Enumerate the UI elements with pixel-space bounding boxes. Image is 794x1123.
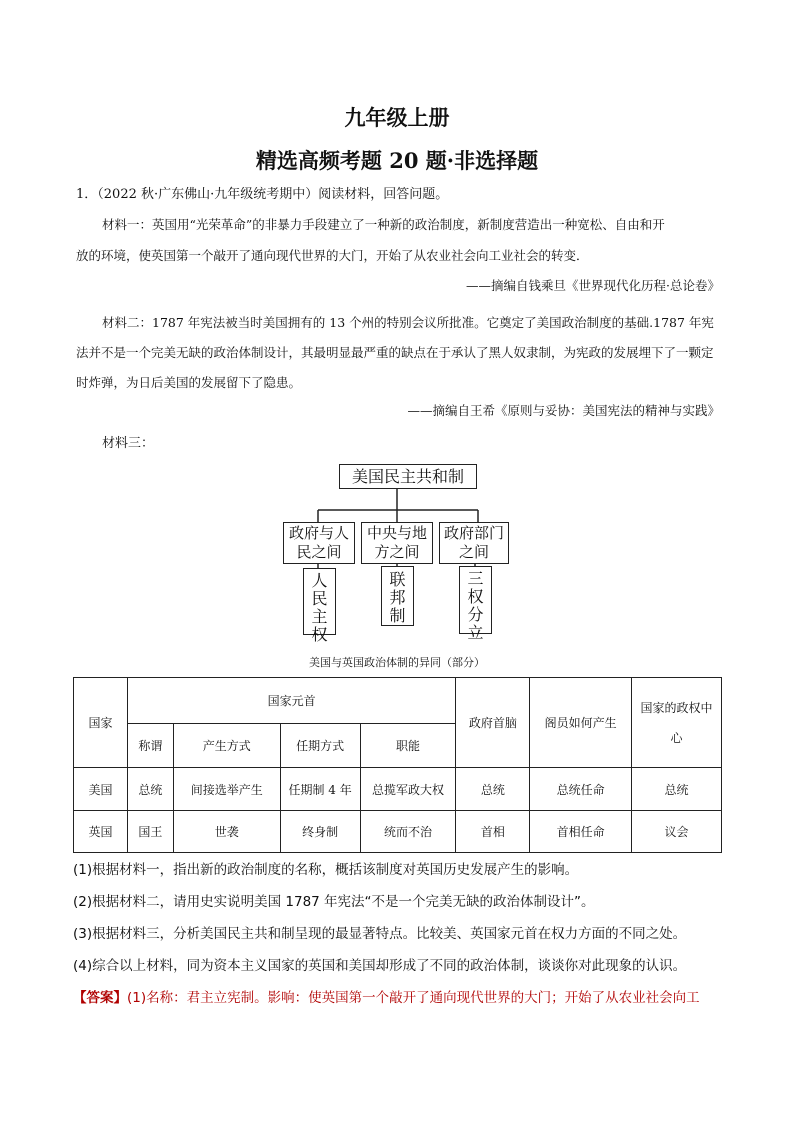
diagram-branch-central-local: 中央与地方之间	[361, 522, 433, 564]
material1-line2: 放的环境，使英国第一个敲开了通向现代世界的大门，开始了从农业社会向工业社会的转变．	[76, 248, 589, 263]
table-caption: 美国与英国政治体制的异同（部分）	[309, 656, 485, 669]
material1-source: ——摘编自钱乘旦《世界现代化历程·总论卷》	[466, 278, 720, 293]
header-head-of-state: 国家元首	[127, 678, 455, 724]
principle-popular-sovereignty: 人 民 主 权	[303, 568, 336, 635]
principle-separation-of-powers: 三 权 分 立	[459, 566, 492, 634]
question-source: （2022 秋·广东佛山·九年级统考期中）	[97, 187, 319, 202]
question-prompt: 阅读材料，回答问题。	[318, 187, 449, 202]
question-number: 1．	[76, 187, 98, 202]
subheader-term: 任期方式	[280, 724, 360, 768]
header-head-of-government: 政府首脑	[456, 678, 530, 768]
header-power-center: 国家的政权中心	[632, 678, 722, 768]
answer-text: (1)名称：君主立宪制。影响：使英国第一个敲开了通向现代世界的大门；开始了从农业社会向工	[127, 990, 700, 1006]
material1-line1: 材料一：英国用“光荣革命”的非暴力手段建立了一种新的政治制度，新制度营造出一种宽松、自由和开	[102, 217, 665, 232]
answer-line	[73, 988, 700, 1008]
diagram-branch-people: 政府与人民之间	[283, 522, 355, 564]
material2-text: 材料二：1787 年宪法被当时美国拥有的 13 个州的特别会议所批准。它奠定了美国政治制度的基础.1787 年宪法并不是一个完美无缺的政治体制设计，其最明显最严重的缺点在于承认了黑人奴隶制，为宪政的发展埋下了一颗定时炸弹，为日后美国的发展留下了隐患。	[76, 315, 714, 390]
comparison-table	[73, 677, 722, 853]
subheader-title: 称谓	[127, 724, 173, 768]
header-cabinet: 阁员如何产生	[530, 678, 632, 768]
sub-question-2: (2)根据材料二，请用史实说明美国 1787 年宪法“不是一个完美无缺的政治体制设计”。	[73, 894, 595, 910]
subheader-function: 职能	[360, 724, 456, 768]
subheader-method: 产生方式	[173, 724, 280, 768]
diagram-root: 美国民主共和制	[339, 464, 477, 489]
material2-source: ——摘编自王希《原则与妥协：美国宪法的精神与实践》	[407, 403, 720, 418]
page-title: 九年级上册	[344, 105, 450, 130]
header-country: 国家	[74, 678, 128, 768]
answer-tag: 【答案】	[73, 990, 127, 1006]
sub-question-4: (4)综合以上材料，同为资本主义国家的英国和美国却形成了不同的政治体制，谈谈你对此现象的认识。	[73, 958, 687, 974]
diagram-branch-departments: 政府部门之间	[439, 522, 509, 564]
table-row: 英国 国王 世袭 终身制 统而不治 首相 首相任命 议会	[74, 811, 722, 853]
table-row: 美国 总统 间接选举产生 任期制 4 年 总揽军政大权 总统 总统任命 总统	[74, 768, 722, 811]
sub-question-3: (3)根据材料三，分析美国民主共和制呈现的最显著特点。比较美、英国家元首在权力方面的不同之处。	[73, 926, 687, 942]
sub-question-1: (1)根据材料一，指出新的政治制度的名称，概括该制度对英国历史发展产生的影响。	[73, 862, 579, 878]
principle-federalism: 联 邦 制	[381, 566, 414, 626]
page-subtitle: 精选高频考题 20 题·非选择题	[255, 148, 539, 173]
material3-label: 材料三：	[102, 436, 155, 451]
